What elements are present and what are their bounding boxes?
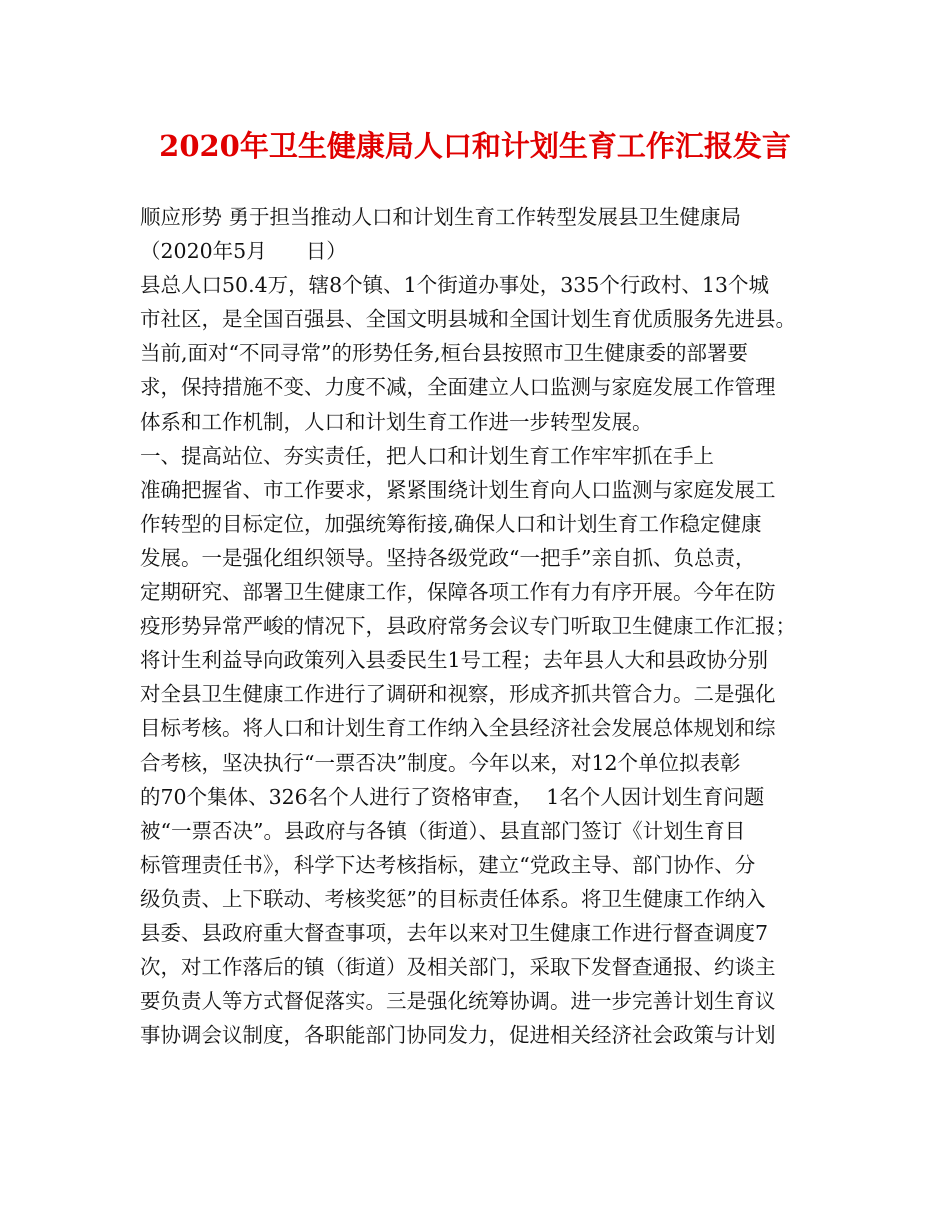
body-line: 标管理责任书》，科学下达考核指标，建立“党政主导、部门协作、分 <box>140 852 756 877</box>
body-line: 县总人口50.4万，辖8个镇、1个街道办事处，335个行政村、13个城 <box>140 273 769 298</box>
section-heading: 一、提高站位、夯实责任，把人口和计划生育工作牢牢抓在手上 <box>140 443 714 468</box>
body-line: 被“一票否决”。县政府与各镇（街道）、县直部门签订《计划生育目 <box>140 818 746 843</box>
body-line: 当前,面对“不同寻常”的形势任务,桓台县按照市卫生健康委的部署要 <box>140 341 748 366</box>
body-line: 疫形势异常严峻的情况下，县政府常务会议专门听取卫生健康工作汇报； <box>140 614 796 639</box>
body-line: 要负责人等方式督促落实。三是强化统筹协调。进一步完善计划生育议 <box>140 989 776 1014</box>
body-line: 对全县卫生健康工作进行了调研和视察，形成齐抓共管合力。二是强化 <box>140 682 776 707</box>
document-body <box>140 200 820 1052</box>
body-line: （2020年5月 日） <box>140 239 347 264</box>
body-line: 市社区，是全国百强县、全国文明县城和全国计划生育优质服务先进县。 <box>140 307 796 332</box>
body-line: 准确把握省、市工作要求，紧紧围绕计划生育向人口监测与家庭发展工 <box>140 477 776 502</box>
body-line: 县委、县政府重大督查事项，去年以来对卫生健康工作进行督查调度7 <box>140 920 769 945</box>
body-line: 求，保持措施不变、力度不减，全面建立人口监测与家庭发展工作管理 <box>140 375 776 400</box>
body-line: 次，对工作落后的镇（街道）及相关部门，采取下发督查通报、约谈主 <box>140 955 776 980</box>
body-line: 作转型的目标定位，加强统筹衔接,确保人口和计划生育工作稳定健康 <box>140 511 762 536</box>
body-line: 将计生利益导向政策列入县委民生1号工程；去年县人大和县政协分别 <box>140 648 769 673</box>
document-title: 2020年卫生健康局人口和计划生育工作汇报发言 <box>159 129 791 163</box>
body-line: 事协调会议制度，各职能部门协同发力，促进相关经济社会政策与计划 <box>140 1023 776 1048</box>
body-line: 的70个集体、326名个人进行了资格审查， 1名个人因计划生育问题 <box>140 784 765 809</box>
body-line: 体系和工作机制，人口和计划生育工作进一步转型发展。 <box>140 409 653 434</box>
body-line: 合考核，坚决执行“一票否决”制度。今年以来，对12个单位拟表彰 <box>140 750 741 775</box>
body-line: 顺应形势 勇于担当推动人口和计划生育工作转型发展县卫生健康局 <box>140 205 742 229</box>
body-line: 级负责、上下联动、考核奖惩”的目标责任体系。将卫生健康工作纳入 <box>140 886 766 911</box>
body-line: 发展。一是强化组织领导。坚持各级党政“一把手”亲自抓、负总责， <box>140 545 756 570</box>
body-line: 定期研究、部署卫生健康工作，保障各项工作有力有序开展。今年在防 <box>140 580 776 605</box>
body-line: 目标考核。将人口和计划生育工作纳入全县经济社会发展总体规划和综 <box>140 716 776 741</box>
